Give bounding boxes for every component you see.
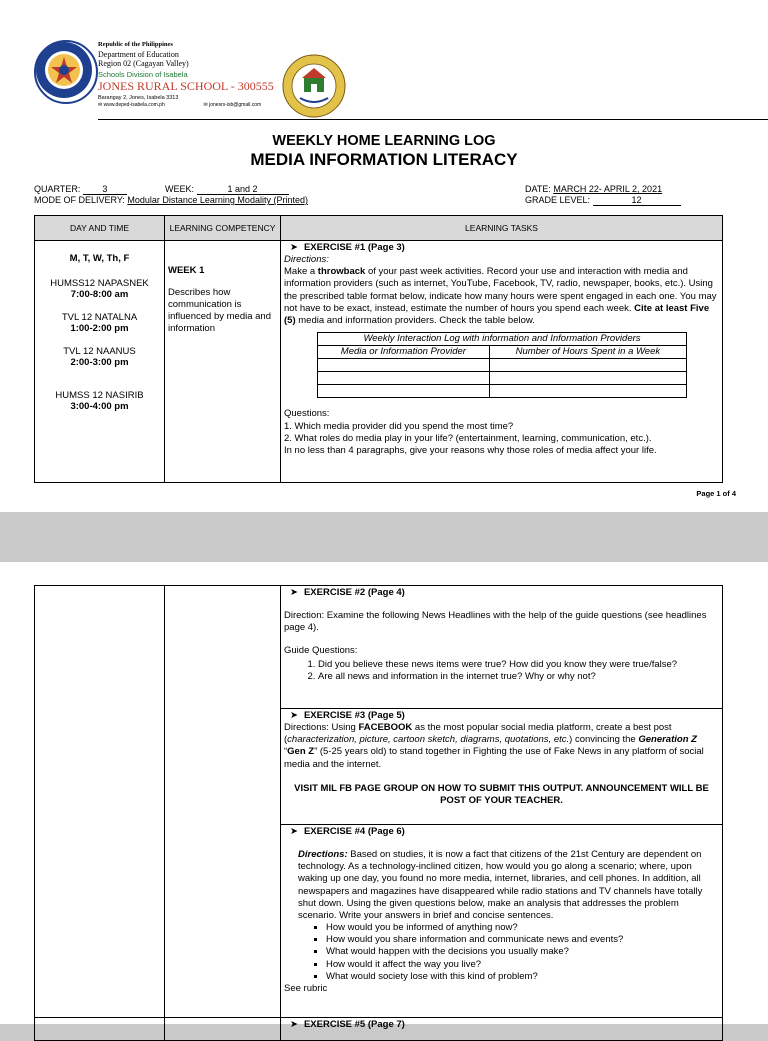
week-heading: WEEK 1: [168, 265, 205, 276]
empty-day-cell: [35, 586, 165, 1018]
region-text: Region 02 (Cagayan Valley): [98, 59, 189, 69]
competency-text: Describes how communication is influenced by media and information: [168, 286, 271, 334]
scenario-question: ▪ How would it affect the way you live?: [326, 959, 719, 971]
empty-competency-cell: [165, 1018, 281, 1041]
grade-label: GRADE LEVEL:: [525, 195, 591, 205]
exercise-2-cell: [281, 586, 723, 709]
schedule-cell: [35, 241, 165, 483]
blank-cell: [489, 372, 686, 385]
header-divider: [98, 119, 768, 120]
exercise-1-cell: [281, 241, 723, 483]
exercise-2-direction: Direction: Examine the following News Headlines with the help of the guide questions (see headlines page 4).: [284, 610, 707, 634]
section-time: 3:00-4:00 pm: [70, 401, 129, 412]
directions-label: Directions:: [284, 254, 329, 266]
scenario-question: ▪ What would society lose with this kind of problem?: [326, 971, 719, 983]
learning-log-table-continued: [34, 585, 723, 1041]
question-1: 1. Which media provider did you spend the most time?: [284, 420, 514, 432]
division-text: Schools Division of Isabela: [98, 69, 188, 79]
exercise-1-title: ➤ EXERCISE #1 (Page 3): [284, 242, 719, 254]
questions-label: Questions:: [284, 408, 330, 420]
section-name: HUMSS 12 NASIRIB: [55, 390, 144, 401]
document-title: WEEKLY HOME LEARNING LOG: [272, 133, 496, 149]
grade-field: [525, 195, 681, 206]
section-time: 7:00-8:00 am: [70, 289, 129, 300]
learning-log-table: [34, 215, 723, 483]
interaction-log-caption: Weekly Interaction Log with information and Information Providers: [318, 333, 687, 346]
days-text: M, T, W, Th, F: [69, 253, 130, 264]
exercise-1-text: Make a throwback of your past week activities. Record your use and interaction with media and information providers (such as internet, YouTube, Facebook, TV, radio, newspaper, books, etc.). Using the prescribed table format below, indicate how many hours were spent engaged in each one. You may not have to be exact, instead, estimate the number of hours you spend each week. Cite at least Five (5) media and information providers. Check the table below.: [284, 266, 717, 326]
col-media-provider: Media or Information Provider: [318, 346, 490, 359]
blank-cell: [318, 359, 490, 372]
header-tasks: LEARNING TASKS: [281, 216, 723, 241]
exercise-3-title: ➤ EXERCISE #3 (Page 5): [284, 710, 719, 722]
exercise-5-title: ➤ EXERCISE #5 (Page 7): [284, 1019, 719, 1031]
address-text: Barangay 2, Jones, Isabela 3313: [98, 95, 179, 102]
email-icon: ✉: [203, 101, 208, 108]
scenario-question: ▪ How would you be informed of anything now?: [326, 922, 719, 934]
section-time: 1:00-2:00 pm: [70, 323, 129, 334]
guide-question: 2. Are all news and information in the internet true? Why or why not?: [318, 671, 719, 683]
interaction-log-table: [317, 332, 687, 398]
blank-cell: [489, 385, 686, 398]
exercise-4-questions: [284, 922, 719, 983]
competency-cell: [165, 241, 281, 483]
quarter-label: QUARTER:: [34, 184, 81, 194]
empty-day-cell: [35, 1018, 165, 1041]
page-1: [0, 0, 768, 512]
school-name: JONES RURAL SCHOOL - 300555: [98, 79, 274, 94]
page-2: [0, 562, 768, 1030]
quarter-value: 3: [83, 184, 127, 195]
guide-question: 1. Did you believe these news items were true? How did you know they were true/false?: [318, 659, 719, 671]
scenario-question: ▪ How would you share information and communicate news and events?: [326, 934, 719, 946]
section-time: 2:00-3:00 pm: [70, 357, 129, 368]
quarter-field: [34, 184, 127, 195]
guide-questions-list: [284, 659, 719, 683]
see-rubric-note: See rubric: [284, 982, 328, 994]
date-value: MARCH 22- APRIL 2, 2021: [553, 184, 663, 194]
week-value: 1 and 2: [197, 184, 289, 195]
web-icon: ✉: [98, 101, 103, 108]
letterhead-text: [98, 42, 274, 108]
col-hours-spent: Number of Hours Spent in a Week: [489, 346, 686, 359]
blank-cell: [318, 372, 490, 385]
school-seal-logo: [282, 54, 346, 118]
date-field: [525, 184, 662, 194]
exercise-2-title: ➤ EXERCISE #2 (Page 4): [284, 587, 719, 599]
header-day-time: DAY AND TIME: [35, 216, 165, 241]
department-text: Department of Education: [98, 49, 179, 59]
mode-field: [34, 195, 308, 205]
submission-notice: VISIT MIL FB PAGE GROUP ON HOW TO SUBMIT THIS OUTPUT. ANNOUNCEMENT WILL BE POST OF YOUR TEACHER.: [294, 782, 709, 806]
exercise-3-cell: [281, 709, 723, 825]
document-subtitle: MEDIA INFORMATION LITERACY: [250, 150, 518, 169]
mode-label: MODE OF DELIVERY:: [34, 195, 125, 205]
exercise-4-text: Directions: Based on studies, it is now a fact that citizens of the 21st Century are dependent on technology. As a technology-inclined citizen, how would you go along a scenario; where, upon waking up one day, you found no more media, internet, libraries, and cell phones. In addition, all newspapers and magazines have disappeared while radio stations and TV channels have totally shut down. Using the given questions below, make an analysis that addresses the problem scenario. Write your answers in brief and concise sentences.: [298, 849, 703, 921]
mode-value: Modular Distance Learning Modality (Printed): [127, 195, 308, 205]
question-3: In no less than 4 paragraphs, give your reasons why those roles of media affect your life.: [284, 444, 657, 456]
blank-cell: [489, 359, 686, 372]
week-field: [165, 184, 289, 195]
republic-text: Republic of the Philippines: [98, 41, 173, 48]
website-text: www.deped-isabela.com.ph: [103, 101, 165, 108]
section-name: HUMSS12 NAPASNEK: [50, 278, 149, 289]
deped-seal-logo: [34, 40, 98, 104]
guide-questions-label: Guide Questions:: [284, 645, 358, 657]
section-name: TVL 12 NAANUS: [63, 346, 136, 357]
question-2: 2. What roles do media play in your life? (entertainment, learning, communication, etc.).: [284, 432, 652, 444]
exercise-4-cell: [281, 825, 723, 1018]
email-text: jonesrs-isb@gmail.com: [209, 101, 262, 108]
exercise-5-cell: [281, 1018, 723, 1041]
exercise-4-title: ➤ EXERCISE #4 (Page 6): [284, 826, 719, 838]
exercise-3-text: Directions: Using FACEBOOK as the most popular social media platform, create a best post (characterization, picture, cartoon sketch, diagrams, quotations, etc.) convincing the Generation Z “Gen Z” (5-25 years old) to stand together in Fighting the use of Fake News in any platform of social media and the internet.: [284, 722, 704, 770]
empty-competency-cell: [165, 586, 281, 1018]
date-label: DATE:: [525, 184, 551, 194]
blank-cell: [318, 385, 490, 398]
section-name: TVL 12 NATALNA: [61, 312, 138, 323]
week-label: WEEK:: [165, 184, 195, 194]
scenario-question: ▪ What would happen with the decisions you usually make?: [326, 946, 719, 958]
grade-value: 12: [593, 195, 681, 206]
page-number: Page 1 of 4: [696, 489, 736, 498]
header-competency: LEARNING COMPETENCY: [165, 216, 281, 241]
